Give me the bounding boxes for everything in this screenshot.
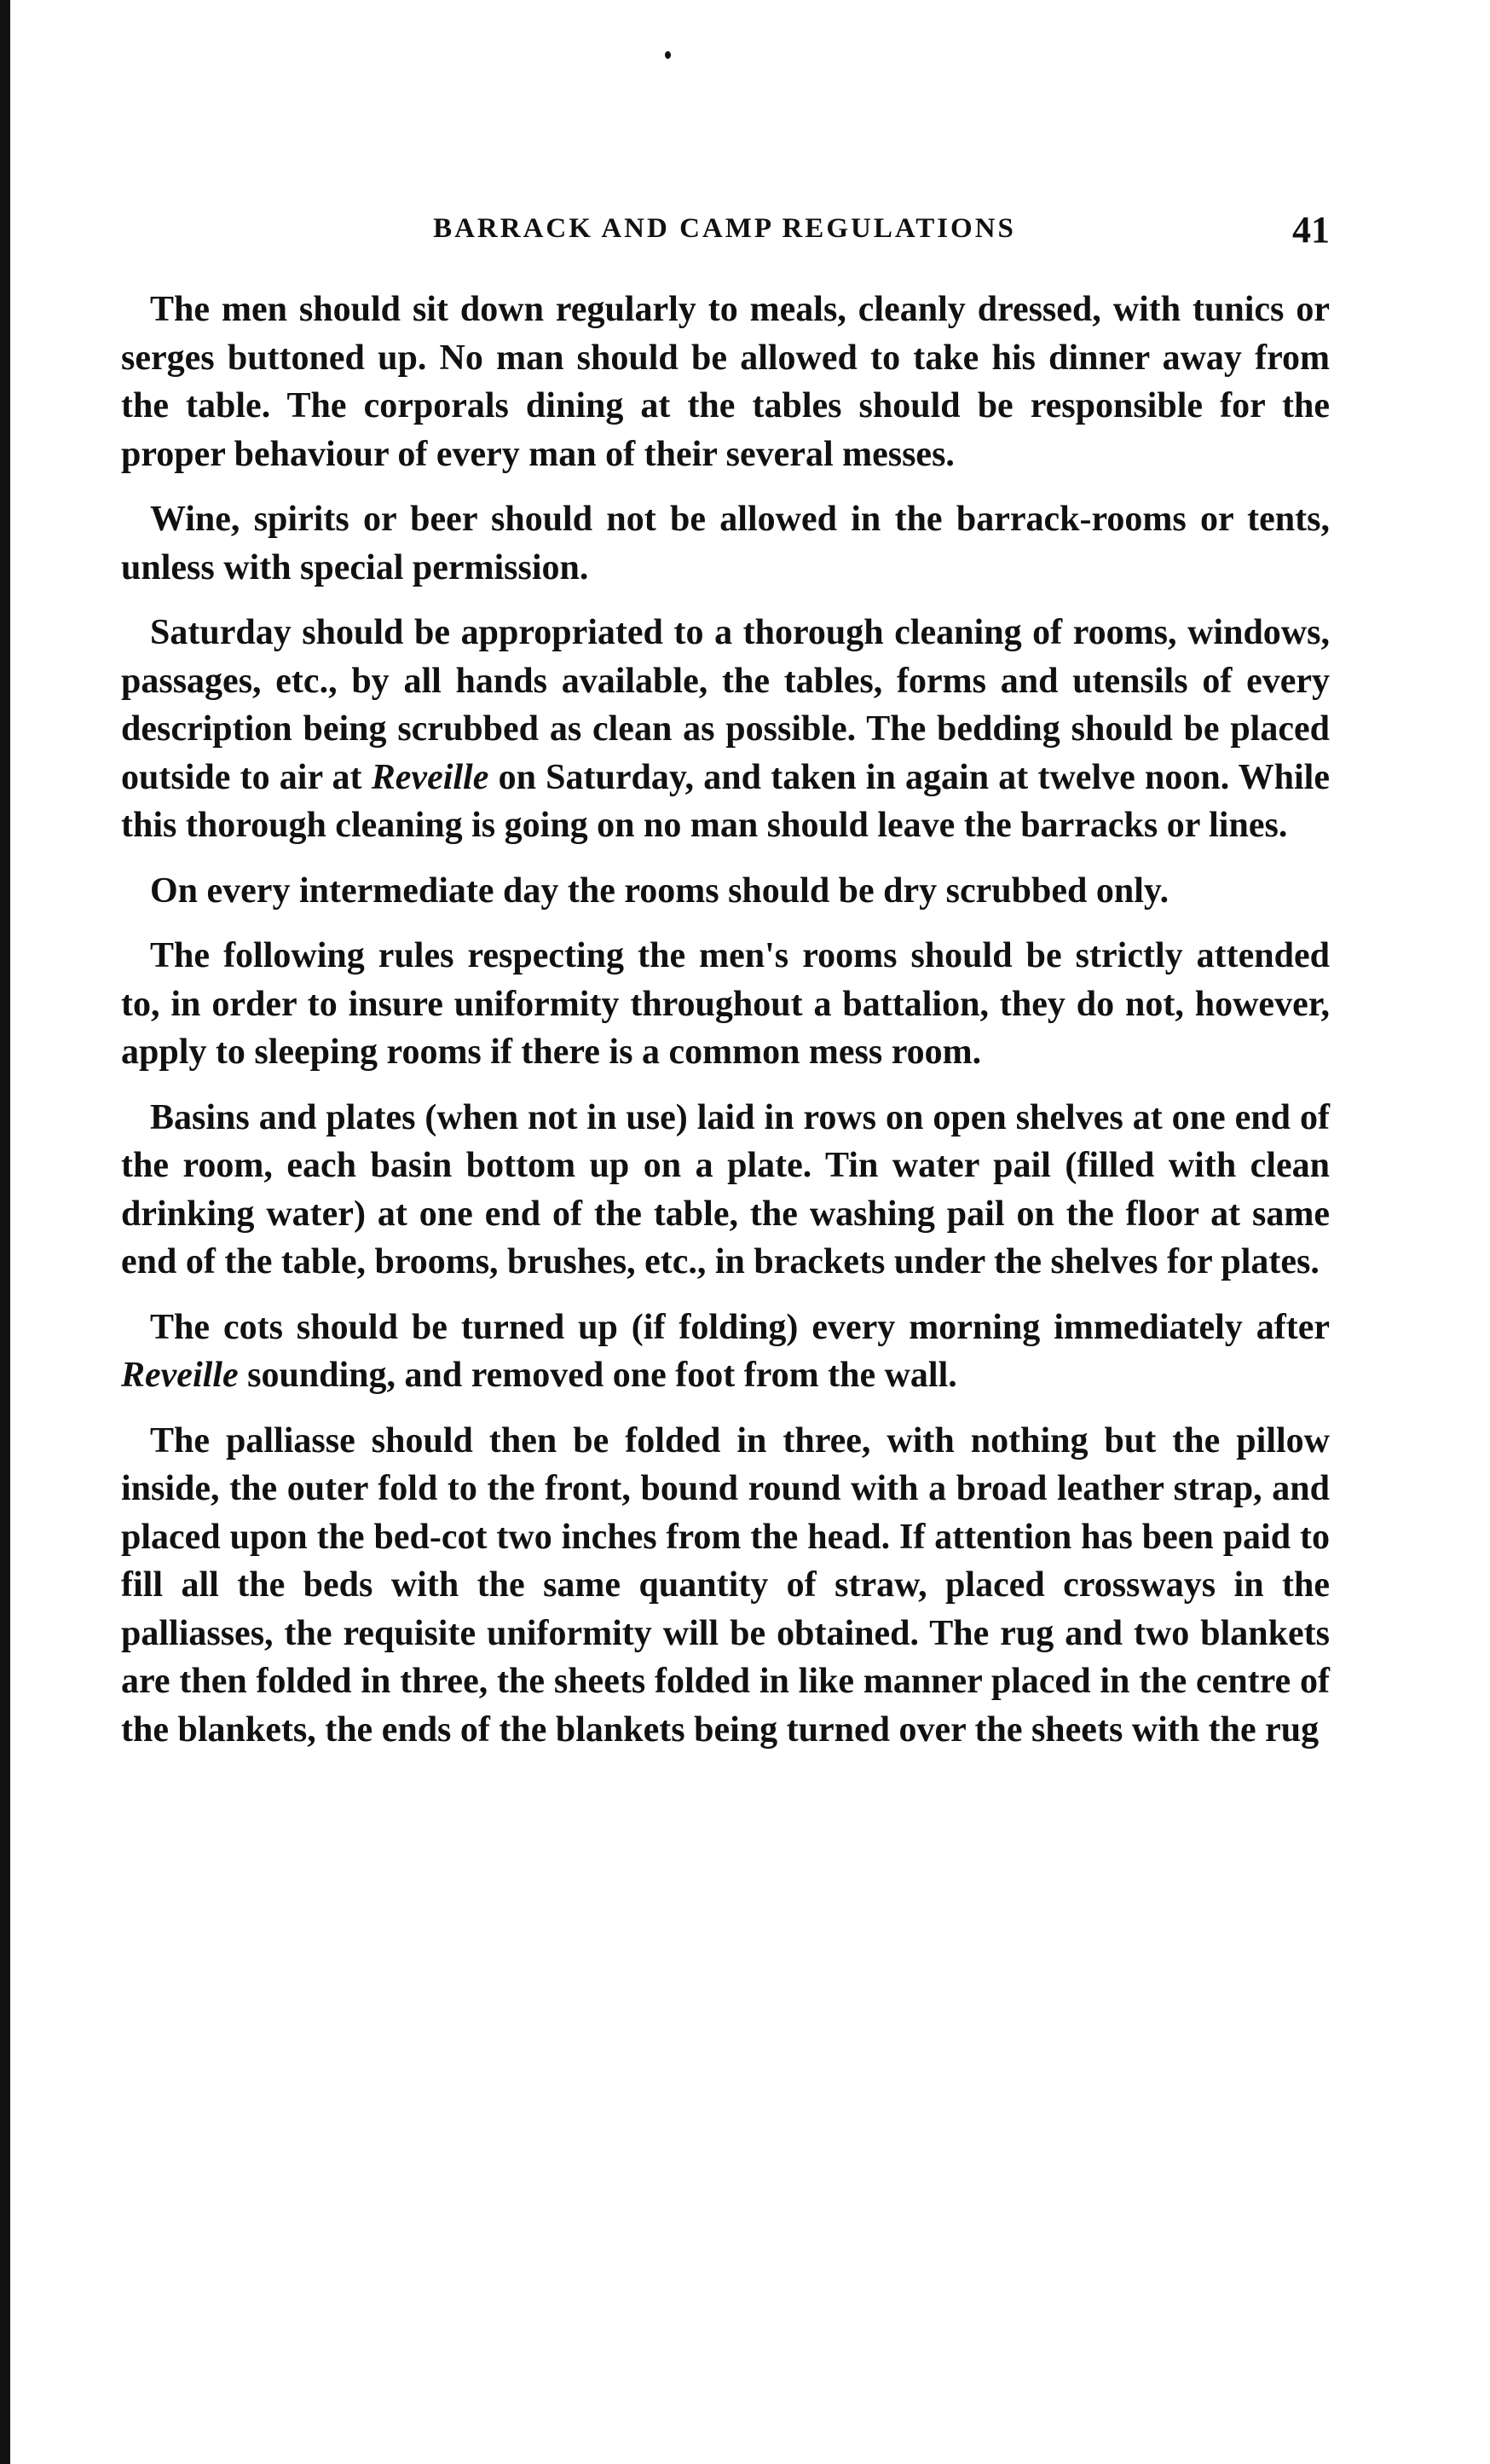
italic-term: Reveille [371,757,489,797]
page-number: 41 [1292,209,1330,251]
running-head: BARRACK AND CAMP REGULATIONS [433,213,1016,244]
paragraph-saturday-cleaning [121,609,1330,850]
body-text [121,286,1330,1771]
paragraph-text: on Saturday, and taken in again at twelve noon. While this thorough cleaning is going on no man should leave the barracks or lines. [121,757,1330,845]
page-edge-shadow [0,0,10,2464]
paragraph-intermediate-day: On every intermediate day the rooms should be dry scrubbed only. [150,870,1169,911]
paragraph-text: sounding, and removed one foot from the wall. [238,1356,957,1395]
paragraph-cots [121,1304,1330,1400]
paragraph-text: Saturday should be appropriated to a thorough cleaning of rooms, windows, passages, etc., by all hands available, the tables, forms and utensils of every description being scrubbed as clean as possible. The bedding should be placed outside to air at [121,613,1330,797]
paragraph-spirits: Wine, spirits or beer should not be allowed in the barrack-rooms or tents, unless with special permission. [121,500,1330,587]
paragraph-palliasse: The palliasse should then be folded in three, with nothing but the pillow inside, the outer fold to the front, bound round with a broad leather strap, and placed upon the bed-cot two inches from the head. If attention has been paid to fill all the beds with the same quantity of straw, placed crossways in the palliasses, the requisite uniformity will be obtained. The rug and two blankets are then folded in three, the sheets folded in like manner placed in the centre of the blankets, the ends of the blankets being turned over the sheets with the rug [121,1420,1330,1750]
paragraph-basins: Basins and plates (when not in use) laid in rows on open shelves at one end of the room, each basin bottom up on a plate. Tin water pail (filled with clean drinking water) at one end of the table, the washing pail on the floor at same end of the table, brooms, brushes, etc., in brackets under the shelves for plates. [121,1097,1330,1281]
italic-term: Reveille [121,1356,239,1395]
ink-speck [665,51,671,59]
page-header [119,208,1330,259]
paragraph-meals: The men should sit down regularly to meals, cleanly dressed, with tunics or serges buttoned up. No man should be allowed to take his dinner away from the table. The corporals dining at the tables should be responsible for the proper behaviour of every man of their several messes. [121,290,1330,474]
paragraph-text: The cots should be turned up (if folding) every morning immediately after [150,1307,1330,1347]
paragraph-rules: The following rules respecting the men's rooms should be strictly attended to, in order to insure uniformity throughout a battalion, they do not, however, apply to sleeping rooms if there is a common mess room. [121,936,1330,1072]
